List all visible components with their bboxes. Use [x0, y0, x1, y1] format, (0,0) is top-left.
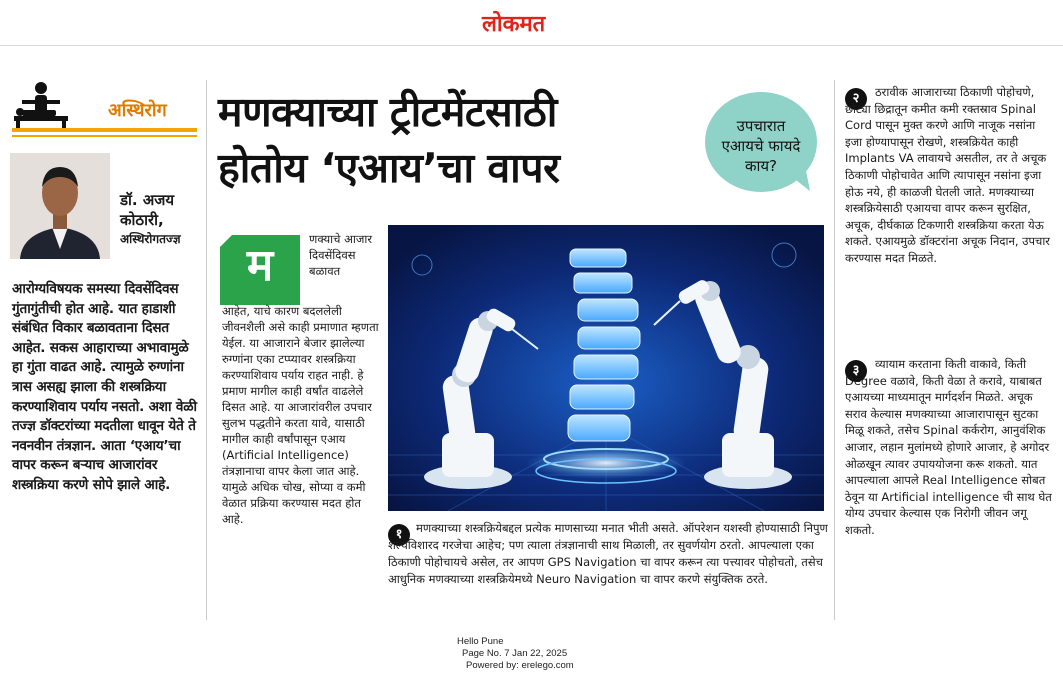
author-name: डॉ. अजय कोठारी,	[120, 191, 175, 229]
author-title: अस्थिरोगतज्ज्ञ	[120, 232, 181, 246]
point-3-badge: ३	[845, 360, 867, 382]
bubble-line-3: काय?	[744, 157, 778, 175]
footer-page-date: Page No. 7 Jan 22, 2025	[462, 648, 568, 659]
author-photo	[10, 153, 110, 259]
physiotherapy-icon	[12, 80, 70, 132]
point-1-text: मणक्याच्या शस्त्रक्रियेबद्दल प्रत्येक माणसाच्या मनात भीती असते. ऑपरेशन यशस्वी होण्यासाठी निपुण शल्यविशारद गरजेचा आहेच; पण त्याला तंत्रज्ञानाची साथ मिळाली, तर सुवर्णयोग ठरतो. आपल्याला एका ठिकाणी पोहोचायचे असेल, तर आपण GPS Navigation चा वापर करून त्या पत्त्यावर पोहोचतो, तसेच आधुनिक मणक्याच्या शस्त्रक्रियेमध्ये Neuro Navigation चा वापर करणे संयुक्तिक ठरते.	[388, 521, 828, 586]
right-column-divider	[834, 80, 835, 620]
middle-text-top: णक्याचे आजार दिवसेंदिवस बळावत	[309, 232, 373, 278]
bubble-line-2: एआयचे फायदे	[721, 137, 801, 155]
column-divider	[206, 80, 207, 620]
bubble-text	[705, 116, 817, 176]
bubble-line-1: उपचारात	[736, 117, 786, 135]
drop-cap: म	[220, 235, 300, 305]
section-title: अस्थिरोग	[108, 100, 167, 121]
intro-text: आरोग्यविषयक समस्या दिवसेंदिवस गुंतागुंतीची होत आहे. यात हाडाशी संबंधित विकार बळावताना दिसत आहेत. सकस आहाराच्या अभावामुळे हा गुंता वाढत आहे. त्यामुळे रुग्णांना त्रास असह्य झाला की शस्त्रक्रिया करण्याशिवाय पर्याय नसतो. अशा वेळी तज्ज्ञ डॉक्टरांच्या मदतीला धावून येते ते नवनवीन तंत्रज्ञान. आता ‘एआय’चा वापर करून बऱ्याच आजारांवर शस्त्रक्रिया करणे सोपे झाले आहे.	[12, 281, 197, 493]
middle-text: आहेत, याचे कारण बदललेली जीवनशैली असे काही प्रमाणात म्हणता येईल. या आजाराने बेजार झालेल्या रुग्णांना एका टप्प्यावर शस्त्रक्रिया करण्याशिवाय पर्याय राहत नाही. हे प्रमाण मागील काही वर्षांत वाढलेले दिसत आहे. या आजारांवरील उपचार सुलभ पद्धतीने करता यावे, यासाठी मागील काही वर्षांपासून एआय (Artificial Intelligence) तंत्रज्ञानाचा वापर केला जात आहे. यामुळे अधिक चोख, सोप्या व कमी वेळात प्रक्रिया करण्यास मदत होत आहे.	[222, 304, 379, 526]
point-2-text: ठरावीक आजाराच्या ठिकाणी पोहोचणे, छोट्या छिद्रातून कमीत कमी रक्तस्राव Spinal Cord पासून मुक्त करणे आणि नाजूक नसांना इजा होण्यापासून रोखणे, शस्त्रक्रियेत काही Implants VA लावायचे असतील, तर ते अचूक ठिकाणी पोहोचावेत आणि त्यापासून नसांना इजा होऊ नये, ही काळजी घेतली जाते. मणक्याच्या शस्त्रक्रियेसाठी एआयचा वापर करून सुरक्षित, अचूक, दीर्घकाळ टिकणारी शस्त्रक्रिया करता येऊ शकते. एआयमुळे डॉक्टरांना अचूक निदान, उपचार करण्यास मदत मिळते.	[845, 85, 1050, 265]
footer-powered-by: Powered by: erelego.com	[466, 660, 574, 671]
headline	[218, 84, 698, 196]
page-footer	[440, 636, 620, 672]
point-2-badge: २	[845, 88, 867, 110]
point-3-text: व्यायाम करताना किती वाकावे, किती Degree वळावे, किती वेळा ते करावे, याबाबत एआयच्या माध्यमातून मार्गदर्शन मिळते. अचूक सराव केल्यास मणक्याच्या आजारापासून सुटका मिळू शकते, तसेच Spinal कर्करोग, आनुवंशिक आजार, लहान मुलांमध्ये होणारे आजार, हे अगोदर ओळखून त्यावर उपाययोजना करू शकतो. यात आपल्याला आपले Real Intelligence सोबत ठेवून या Artificial intelligence ची साथ घेत योग्य उपचार केल्यास एक निरोगी जीवन जगू शकतो.	[845, 357, 1052, 537]
section-rule-thin	[12, 135, 197, 137]
point-1-badge: १	[388, 524, 410, 546]
headline-line-1: मणक्याच्या ट्रीटमेंटसाठी	[218, 88, 557, 136]
drop-cap-corner	[220, 235, 232, 247]
lokmat-logo: लोकमत	[482, 12, 546, 37]
headline-line-2: होतोय ‘एआय’चा वापर	[218, 144, 560, 192]
masthead	[0, 0, 1063, 46]
footer-edition: Hello Pune	[457, 636, 504, 647]
robotic-spine-surgery-illustration	[388, 225, 824, 511]
section-rule	[12, 128, 197, 132]
